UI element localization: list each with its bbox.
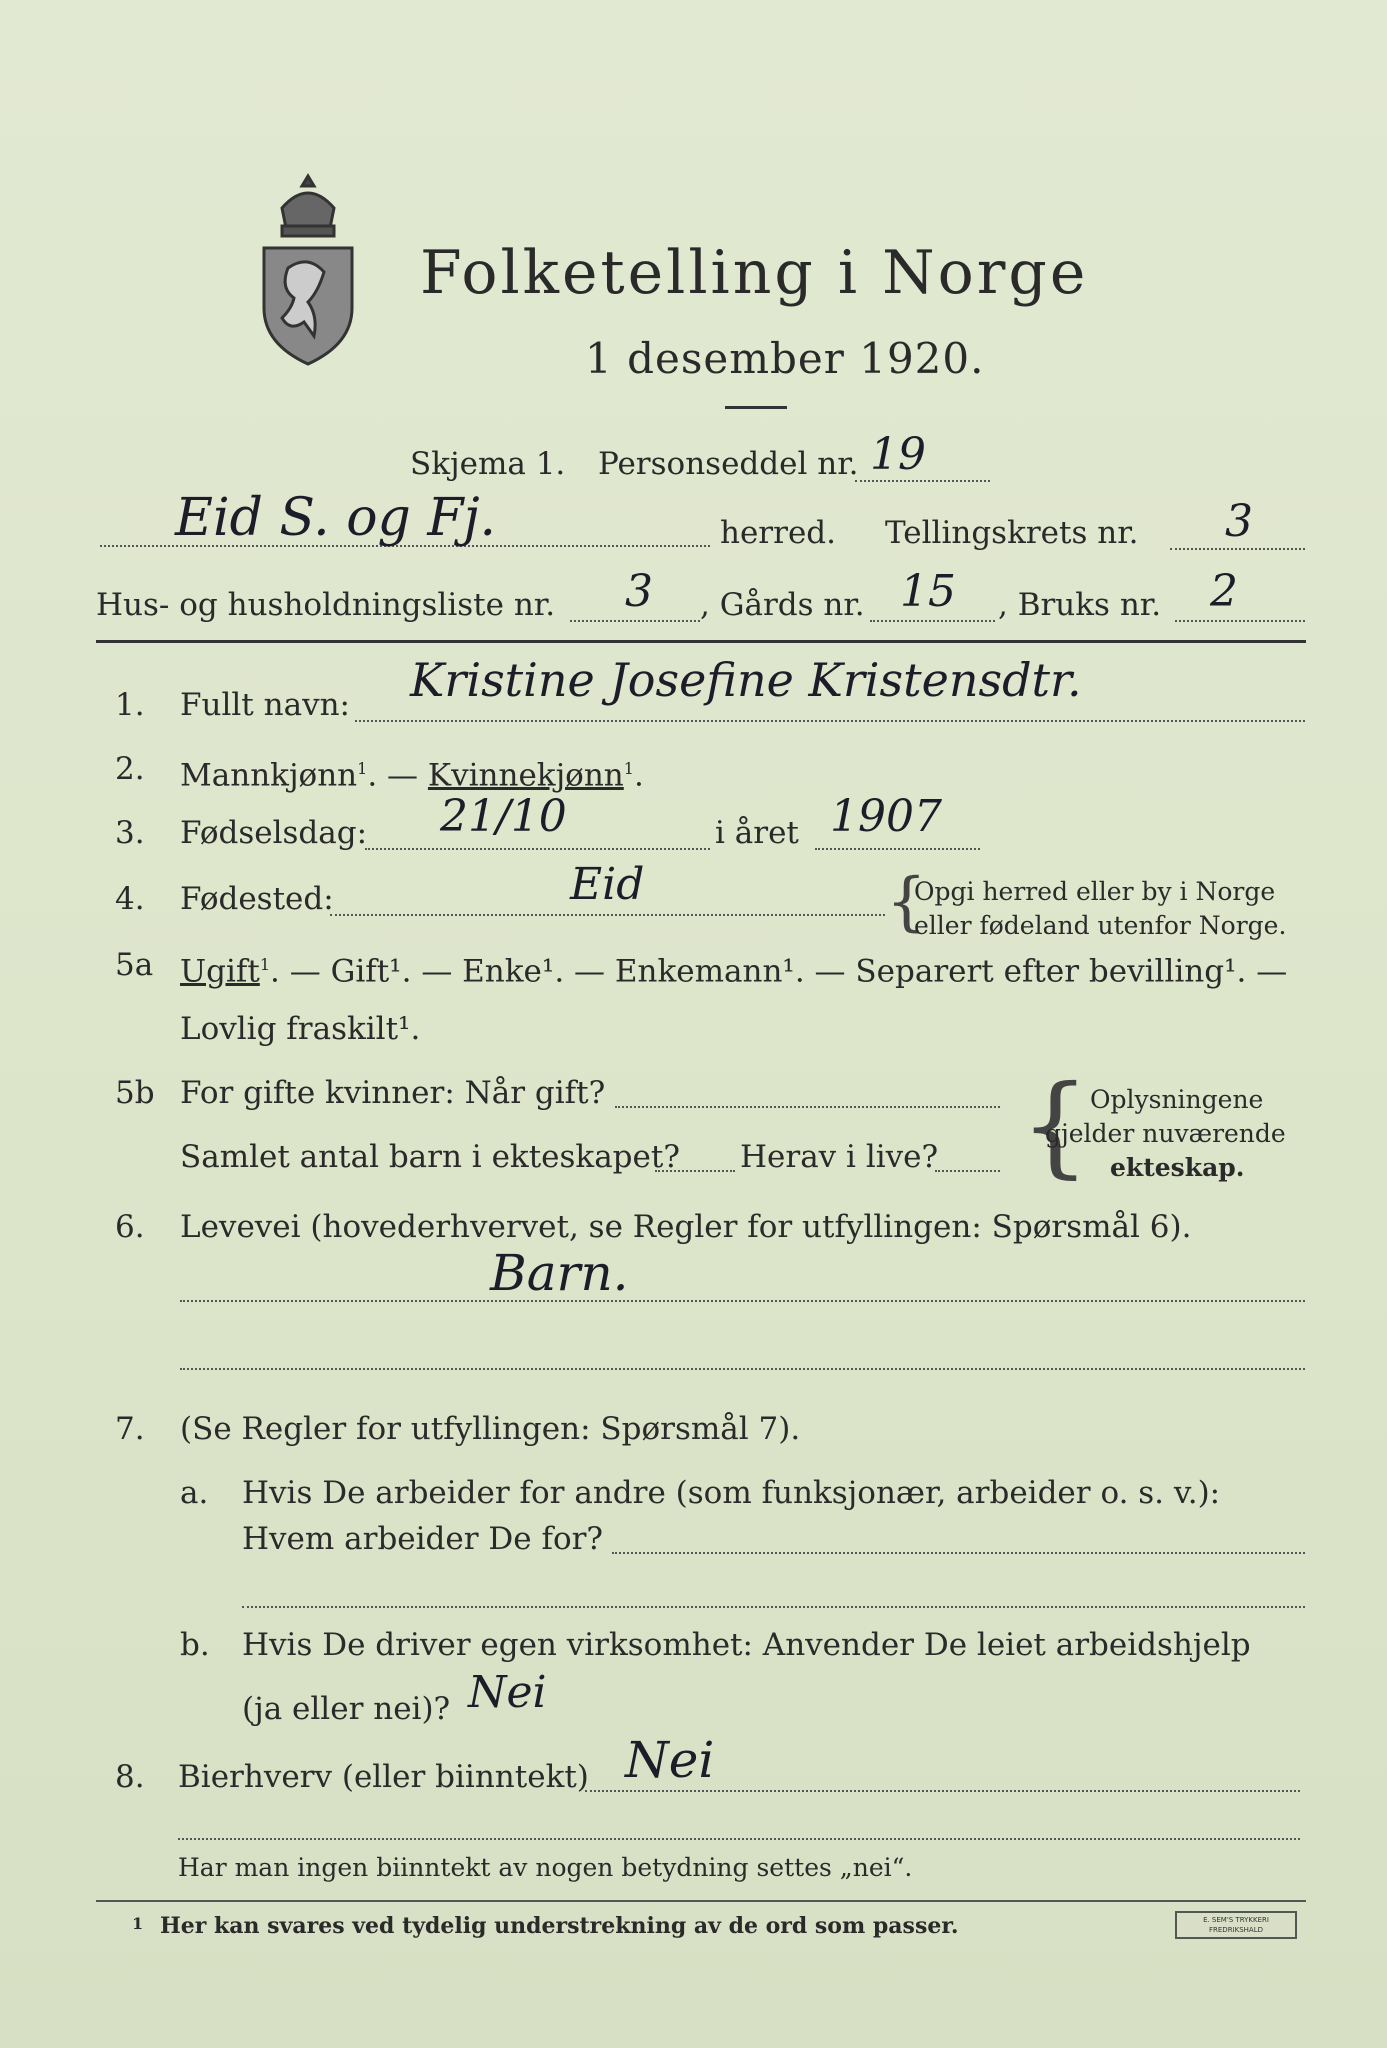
gards-line <box>870 620 995 622</box>
q6-line-2 <box>180 1368 1305 1370</box>
q5a-line2: Lovlig fraskilt¹. <box>180 1011 421 1047</box>
gards-value: 15 <box>900 566 956 617</box>
q7-number: 7. <box>115 1411 145 1447</box>
q5b-note-1: Oplysningene <box>1090 1085 1264 1114</box>
herred-label: herred. <box>720 515 836 551</box>
bruks-value: 2 <box>1210 566 1238 617</box>
hus-line <box>570 620 700 622</box>
printer-stamp-text: E. SEM'S TRYKKERI FREDRIKSHALD <box>1203 1916 1269 1934</box>
q8-label: Bierhverv (eller biinntekt) <box>178 1759 589 1795</box>
q5a-options: Ugift$^1$. — Gift¹. — Enke¹. — Enkemann¹. — Separert efter bevilling¹. — <box>180 953 1288 990</box>
q7b-label: Hvis De driver egen virksomhet: Anvender De leiet arbeidshjelp <box>242 1627 1251 1663</box>
q5b-note-2: gjelder nuværende <box>1045 1119 1286 1148</box>
q2-female-underlined: Kvinnekjønn <box>427 757 624 794</box>
q3-year-label: i året <box>715 815 799 851</box>
q6-label: Levevei (hovederhvervet, se Regler for utfyllingen: Spørsmål 6). <box>180 1209 1192 1245</box>
herred-value: Eid S. og Fj. <box>175 488 497 548</box>
q7-label: (Se Regler for utfyllingen: Spørsmål 7). <box>180 1411 801 1447</box>
q5b-brace: { <box>1020 1061 1090 1189</box>
q3-number: 3. <box>115 815 145 851</box>
q7b-line2: (ja eller nei)? <box>242 1691 451 1727</box>
q2-separator: . — <box>367 757 419 794</box>
title-divider <box>725 406 787 409</box>
census-date: 1 desember 1920. <box>585 334 985 383</box>
q7a-letter: a. <box>180 1475 209 1511</box>
q5b-when-line <box>615 1106 1000 1108</box>
q1-number: 1. <box>115 687 145 723</box>
skjema-label: Skjema 1. <box>410 446 566 482</box>
q6-line-1 <box>180 1300 1305 1302</box>
q2-male: Mannkjønn <box>180 757 358 794</box>
q5a-rest: . — Gift¹. — Enke¹. — Enkemann¹. — Separert efter bevilling¹. — <box>270 953 1288 990</box>
footnote-text: Her kan svares ved tydelig understrekning av de ord som passer. <box>160 1913 959 1939</box>
form-title: Folketelling i Norge <box>420 238 1089 308</box>
q5b-alive-line <box>935 1170 1000 1172</box>
q5b-note-3: ekteskap. <box>1110 1153 1245 1182</box>
q4-note-1: Opgi herred eller by i Norge <box>914 877 1276 906</box>
q8-line-2 <box>178 1838 1300 1840</box>
q3-label: Fødselsdag: <box>180 815 368 851</box>
q4-note-2: eller fødeland utenfor Norge. <box>914 911 1287 940</box>
q3-year-value: 1907 <box>830 791 942 842</box>
tellingskrets-label: Tellingskrets nr. <box>885 515 1139 551</box>
q2-label: Mannkjønn$^1$. — Kvinnekjønn$^1$. <box>180 757 644 794</box>
q7a-line <box>612 1552 1305 1554</box>
tellingskrets-value: 3 <box>1225 496 1253 547</box>
personseddel-label: Personseddel nr. <box>598 446 859 482</box>
q1-value: Kristine Josefine Kristensdtr. <box>410 653 1082 707</box>
q3-line <box>365 848 710 850</box>
q4-brace: { <box>886 865 927 939</box>
q5a-ugift-underlined: Ugift <box>180 953 260 990</box>
hus-label: Hus- og husholdningsliste nr. <box>96 587 556 623</box>
bruks-label: , Bruks nr. <box>998 587 1162 623</box>
tellingskrets-line <box>1170 548 1305 550</box>
q3-year-line <box>815 848 980 850</box>
q7b-value: Nei <box>468 1667 547 1718</box>
q4-line <box>330 914 885 916</box>
q8-line <box>585 1790 1300 1792</box>
q8-number: 8. <box>115 1759 145 1795</box>
q6-number: 6. <box>115 1209 145 1245</box>
q2-end: . <box>633 757 644 794</box>
header-rule <box>96 640 1306 643</box>
q5b-label: For gifte kvinner: Når gift? <box>180 1075 606 1111</box>
footer-rule <box>96 1900 1306 1902</box>
norwegian-coat-of-arms-icon <box>252 168 364 368</box>
q5b-line2b: Herav i live? <box>740 1139 939 1175</box>
q4-number: 4. <box>115 881 145 917</box>
q7a-label: Hvis De arbeider for andre (som funksjonær, arbeider o. s. v.): <box>242 1475 1221 1511</box>
q7a-line2: Hvem arbeider De for? <box>242 1521 604 1557</box>
q1-line <box>355 720 1305 722</box>
q5b-line2a: Samlet antal barn i ekteskapet? <box>180 1139 680 1175</box>
q7a-line-2 <box>242 1606 1305 1608</box>
q3-value: 21/10 <box>440 791 567 842</box>
q8-note: Har man ingen biinntekt av nogen betydning settes „nei“. <box>178 1853 913 1882</box>
personseddel-line <box>855 480 990 482</box>
footnote-mark: 1 <box>132 1914 144 1933</box>
q4-label: Fødested: <box>180 881 334 917</box>
q2-number: 2. <box>115 751 145 787</box>
q1-label: Fullt navn: <box>180 687 350 723</box>
q5b-number: 5b <box>115 1075 155 1111</box>
q7b-letter: b. <box>180 1627 210 1663</box>
printer-stamp <box>1175 1911 1297 1939</box>
q8-value: Nei <box>625 1731 715 1789</box>
q4-value: Eid <box>570 859 645 910</box>
bruks-line <box>1175 620 1305 622</box>
personseddel-value: 19 <box>870 429 926 480</box>
q5b-children-line <box>655 1170 735 1172</box>
q5a-number: 5a <box>115 947 154 983</box>
hus-value: 3 <box>625 566 653 617</box>
gards-label: , Gårds nr. <box>700 587 865 623</box>
q6-value: Barn. <box>490 1244 629 1302</box>
